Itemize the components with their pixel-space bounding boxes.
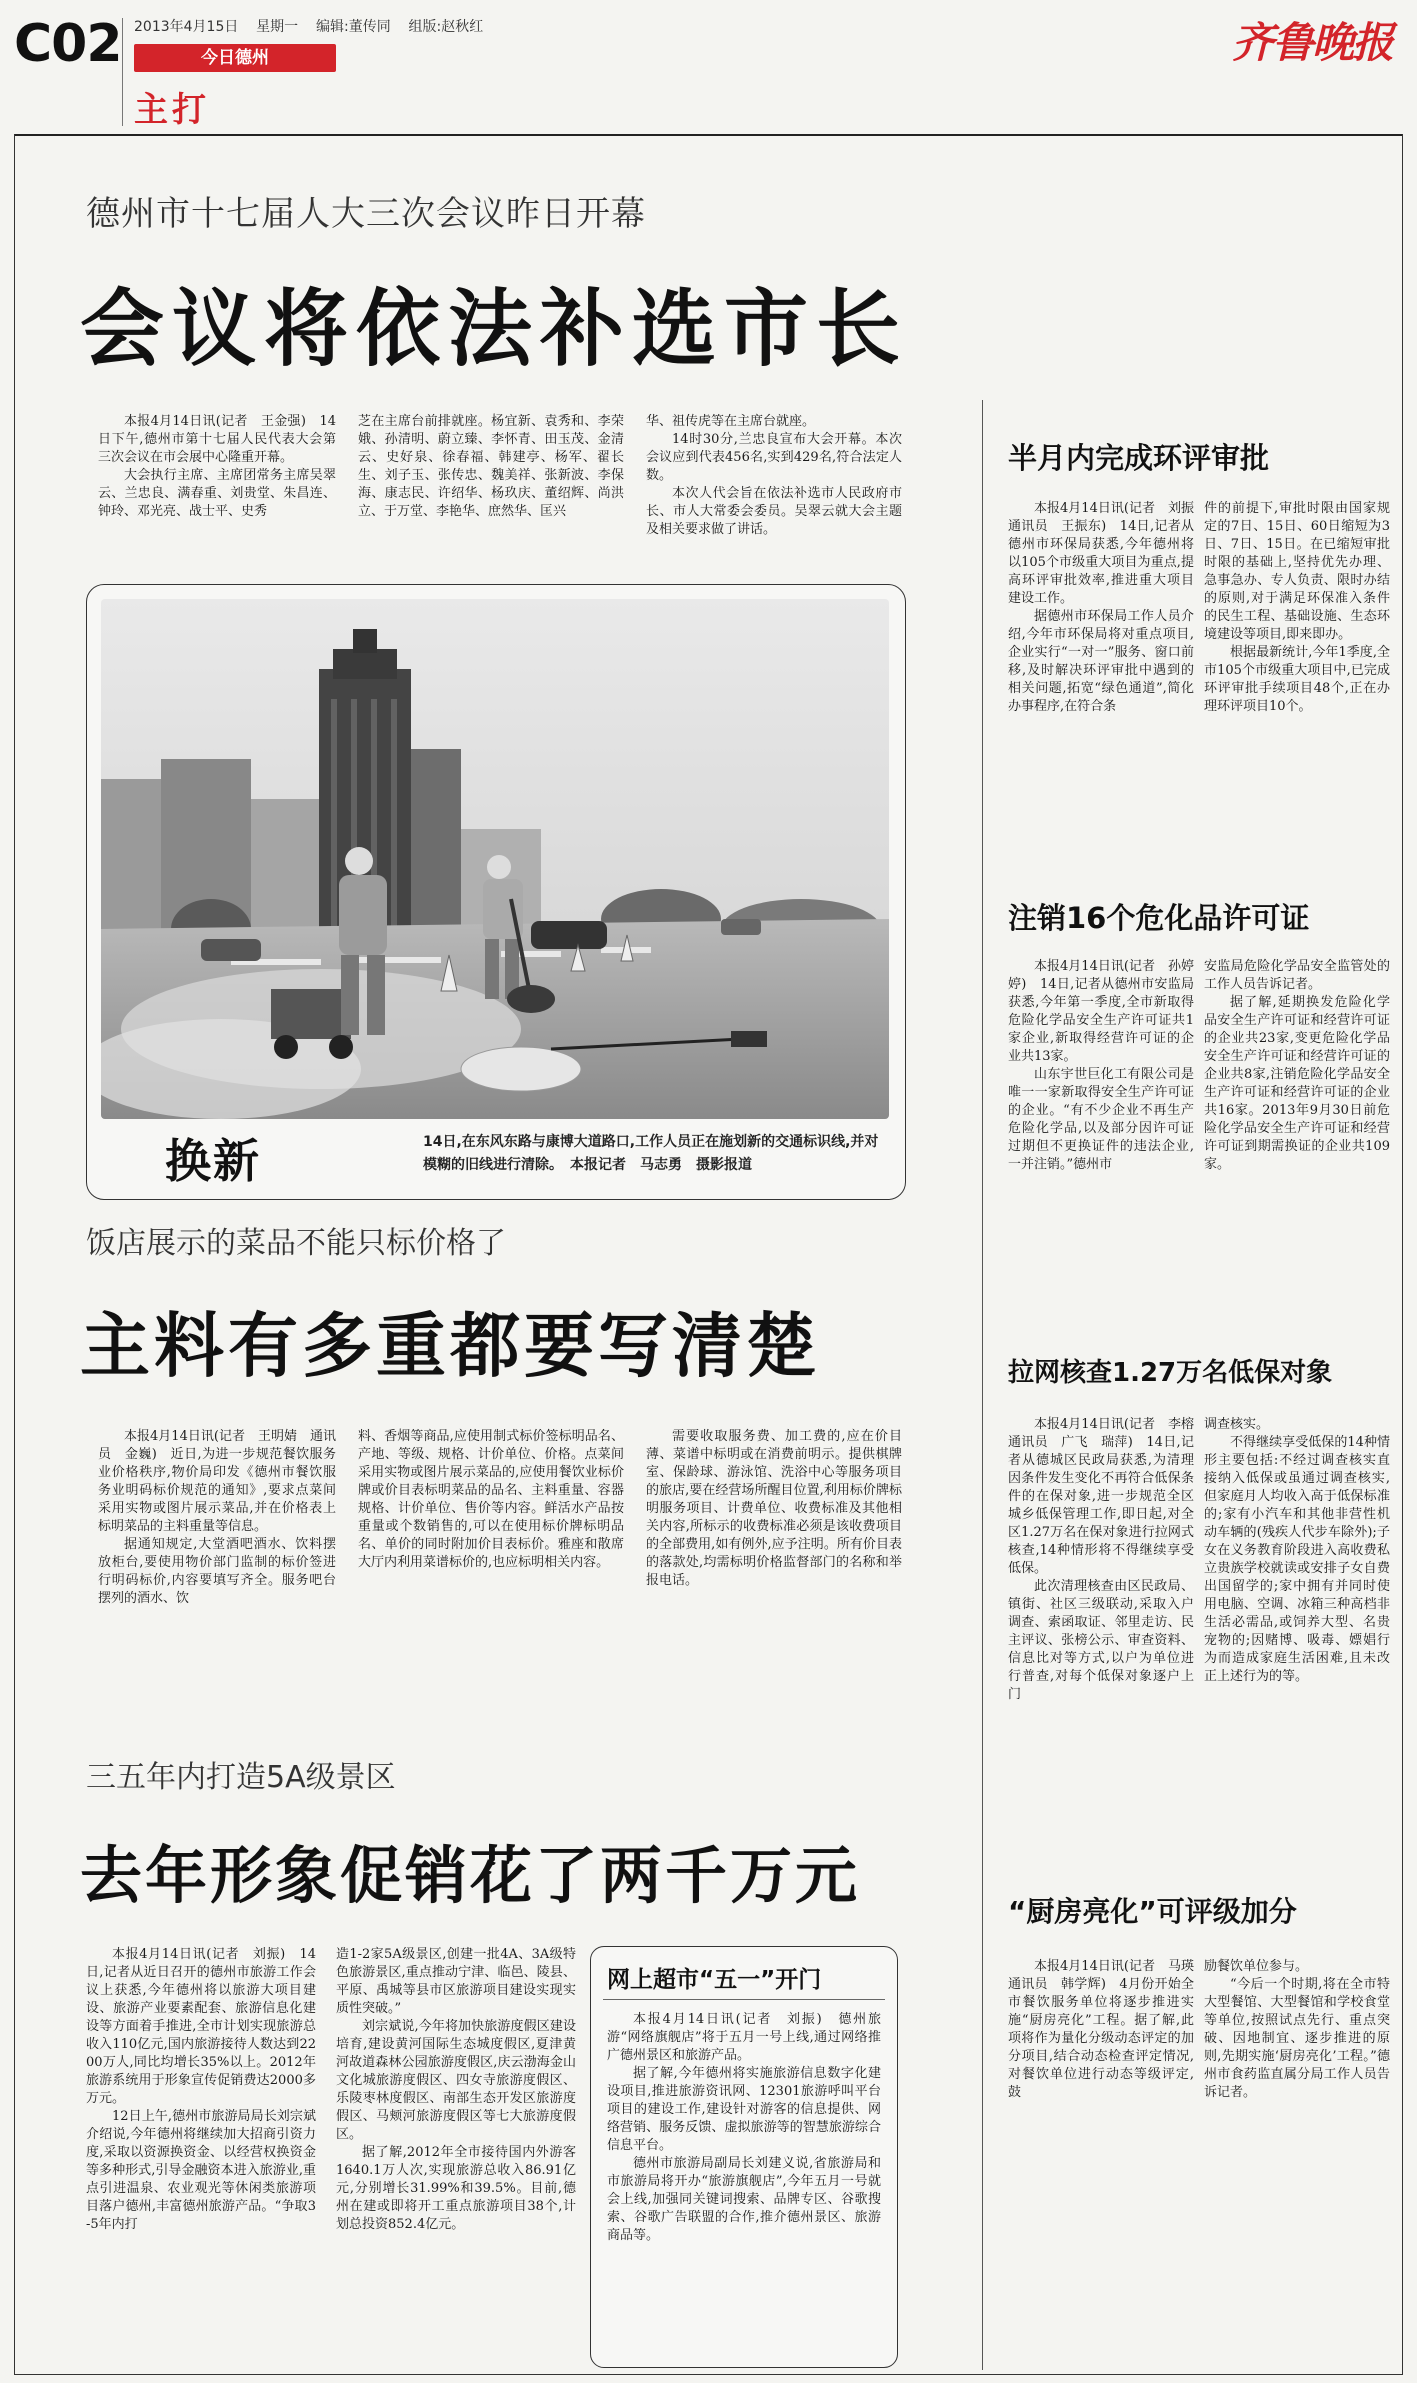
photo-frame	[86, 584, 906, 1200]
right1-col2-p1: 件的前提下,审批时限由国家规定的7日、15日、60日缩短为3日、7日、15日。在已缩短审批时限的基础上,坚持优先办理、急事急办、专人负责、限时办结的原则,对于满足环保准入条件的民生工程、基础设施、生态环境建设等项目,即来即办。	[1204, 501, 1390, 642]
story3-col1-p1: 本报4月14日讯(记者 刘振) 14日,记者从近日召开的德州市旅游工作会议上获悉,今年德州将以旅游大项目建设、旅游产业要素配套、旅游信息化建设等方面着手推进,全市计划实现旅游总收入110亿元,国内旅游接待人数达到2200万人,同比均增长35%以上。2012年旅游系统用于形象宣传促销费达2000多万元。	[86, 1947, 316, 2106]
story1-col1-p1: 本报4月14日讯(记者 王金强) 14日下午,德州市第十七届人民代表大会第三次会议在市会展中心隆重开幕。	[98, 414, 336, 465]
story1-col1-p2: 大会执行主席、主席团常务主席吴翠云、兰忠良、满春重、刘贵堂、朱昌连、钟玲、邓光亮、战士平、史秀	[98, 468, 336, 519]
masthead-rule	[14, 134, 1403, 136]
story2-col3	[646, 1428, 902, 1590]
story3-col2-p2: 刘宗斌说,今年将加快旅游度假区建设培育,建设黄河国际生态城度假区,夏津黄河故道森林公园旅游度假区,庆云渤海金山文化城旅游度假区、四女寺旅游度假区、乐陵枣林度假区、南部生态开发区旅游度假区、马颊河旅游度假区等七大旅游度假区。	[336, 2019, 576, 2142]
story3-headline: 去年形象促销花了两千万元	[80, 1839, 861, 1912]
story1-col2-p1: 芝在主席台前排就座。杨宜新、袁秀和、李荣娥、孙清明、蔚立臻、李怀青、田玉茂、金清云、史好泉、徐春福、韩建亭、杨军、翟长生、刘子玉、张传忠、魏美祥、张新波、李保海、康志民、许绍华、杨玖庆、董绍辉、尚洪立、于万堂、李艳华、庶然华、匡兴	[358, 414, 624, 519]
photo-caption: 14日,在东风东路与康博大道路口,工作人员正在施划新的交通标识线,并对模糊的旧线进行清除。 本报记者 马志勇 摄影报道	[423, 1134, 879, 1173]
story2-headline: 主料有多重都要写清楚	[80, 1305, 820, 1387]
street-scene-illustration	[101, 599, 889, 1119]
photo-title: 换新	[165, 1134, 261, 1188]
story1-headline: 会议将依法补选市长	[80, 280, 909, 378]
right3-col1-p1: 本报4月14日讯(记者 李榕 通讯员 广飞 瑞萍) 14日,记者从德城区民政局获悉,为清理因条件发生变化不再符合低保条件的在保对象,进一步规范全区城乡低保管理工作,即日起,对全区1.27万名在保对象进行拉网式核查,14种情形将不得继续享受低保。	[1008, 1417, 1208, 1576]
sidebar-body	[607, 2011, 881, 2245]
story3-col2-p3: 据了解,2012年全市接待国内外游客1640.1万人次,实现旅游总收入86.91亿元,分别增长31.99%和39.5%。目前,德州在建或即将开工重点旅游项目38个,计划总投资852.4亿元。	[336, 2145, 576, 2232]
right2-col2	[1204, 958, 1390, 1174]
right3-col2	[1204, 1416, 1390, 1686]
right3-headline: 拉网核查1.27万名低保对象	[1008, 1358, 1333, 1388]
issue-weekday: 星期一	[256, 19, 299, 35]
issue-meta	[134, 16, 483, 36]
sidebar-box	[590, 1946, 898, 2368]
page-frame-right	[1402, 134, 1403, 2374]
right2-col1-p2: 山东宇世巨化工有限公司是唯一一家新取得安全生产许可证的企业。“有不少企业不再生产危险化学品,以及部分因许可证过期但不更换证件的违法企业,一并注销。”德州市	[1008, 1067, 1194, 1172]
right1-col2-p2: 根据最新统计,今年1季度,全市105个市级重大项目中,已完成环评审批手续项目48个,正在办理环评项目10个。	[1204, 645, 1390, 714]
story3-kicker: 三五年内打造5A级景区	[86, 1760, 396, 1795]
story3-col2-p1: 造1-2家5A级景区,创建一批4A、3A级特色旅游景区,重点推动宁津、临邑、陵县、平原、禹城等县市区旅游项目建设实现实质性突破。”	[336, 1947, 576, 2016]
right1-col1-p1: 本报4月14日讯(记者 刘振 通讯员 王振东) 14日,记者从德州市环保局获悉,今年德州将以105个市级重大项目为重点,提高环评审批效率,推进重大项目建设工作。	[1008, 501, 1208, 606]
issue-layout: 组版:赵秋红	[408, 19, 484, 35]
story2-col1-p1: 本报4月14日讯(记者 王明婧 通讯员 金巍) 近日,为进一步规范餐饮服务业价格秩序,物价局印发《德州市餐饮服务业明码标价规范的通知》,要求点菜间采用实物或图片展示菜品,并在价格表上标明菜品的主料重量等信息。	[98, 1429, 336, 1534]
story2-col1	[98, 1428, 336, 1608]
story2-col2	[358, 1428, 624, 1572]
right1-headline: 半月内完成环评审批	[1008, 441, 1270, 475]
story1-col1	[98, 413, 336, 521]
right-column-separator	[982, 400, 983, 2370]
story1-col3	[646, 413, 902, 539]
right4-col2	[1204, 1958, 1390, 2102]
story2-kicker: 饭店展示的菜品不能只标价格了	[86, 1226, 506, 1261]
masthead	[0, 0, 1417, 135]
story3-col2	[336, 1946, 576, 2234]
story1-col3-p1: 华、祖传虎等在主席台就座。	[646, 414, 816, 429]
right2-col2-p1: 安监局危险化学品安全监管处的工作人员告诉记者。	[1204, 959, 1390, 992]
story1-col3-p2: 14时30分,兰忠良宣布大会开幕。本次会议应到代表456名,实到429名,符合法定人数。	[646, 432, 902, 483]
newspaper-logo: 齐鲁晚报	[1232, 18, 1393, 67]
right4-col2-p1: 励餐饮单位参与。	[1204, 1959, 1309, 1974]
story2-col2-p1: 料、香烟等商品,应使用制式标价签标明品名、产地、等级、规格、计价单位、价格。点菜间采用实物或图片展示菜品的,应使用餐饮业标价牌或价目表标明菜品的品名、主料重量、容器规格、计价单位、售价等内容。鲜活水产品按重量或个数销售的,可以在使用标价牌标明品名、单价的同时附加价目表标价。雅座和散席大厅内利用菜谱标价的,也应标明相关内容。	[358, 1429, 624, 1570]
right2-headline: 注销16个危化品许可证	[1008, 901, 1310, 935]
masthead-divider	[122, 18, 123, 126]
news-photo	[101, 599, 889, 1119]
right2-col1-p1: 本报4月14日讯(记者 孙婷婷) 14日,记者从德州市安监局获悉,今年第一季度,全市新取得危险化学品安全生产许可证共1家企业,新取得经营许可证的企业共13家。	[1008, 959, 1194, 1064]
right2-col2-p2: 据了解,延期换发危险化学品安全生产许可证和经营许可证的企业共23家,变更危险化学品安全生产许可证和经营许可证的企业共8家,注销危险化学品安全生产许可证和经营许可证的企业共16家。2013年9月30日前危险化学品安全生产许可证和经营许可证到期需换证的企业共109家。	[1204, 995, 1390, 1172]
sidebar-p1: 本报4月14日讯(记者 刘振) 德州旅游“网络旗舰店”将于五月一号上线,通过网络推广德州景区和旅游产品。	[607, 2012, 881, 2063]
right4-col1	[1008, 1958, 1208, 2102]
right4-headline: “厨房亮化”可评级加分	[1008, 1895, 1297, 1928]
story1-col3-p3: 本次人代会旨在依法补选市人民政府市长、市人大常委会委员。吴翠云就大会主题及相关要求做了讲话。	[646, 486, 902, 537]
story1-col2	[358, 413, 624, 521]
sidebar-headline: 网上超市“五一”开门	[607, 1967, 822, 1993]
right1-col1-p2: 据德州市环保局工作人员介绍,今年市环保局将对重点项目,企业实行“一对一”服务、窗口前移,及时解决环评审批中遇到的相关问题,拓宽“绿色通道”,简化办事程序,在符合条	[1008, 609, 1194, 714]
sidebar-rule	[603, 1999, 885, 2000]
story3-col1	[86, 1946, 316, 2234]
sidebar-p2: 据了解,今年德州将实施旅游信息数字化建设项目,推进旅游资讯网、12301旅游呼叫平台项目的建设工作,建设针对游客的信息提供、网络营销、服务反馈、虚拟旅游等的智慧旅游综合信息平台。	[607, 2066, 881, 2153]
right3-col1-p2: 此次清理核查由区民政局、镇街、社区三级联动,采取入户调查、索函取证、邻里走访、民主评议、张榜公示、审查资料、信息比对等方式,以户为单位进行普查,对每个低保对象逐户上门	[1008, 1579, 1194, 1702]
right3-col2-p2: 不得继续享受低保的14种情形主要包括:不经过调查核实直接纳入低保或虽通过调查核实,但家庭月人均收入高于低保标准的;家有小汽车和其他非营性机动车辆的(残疾人代步车除外);子女在义务教育阶段进入高收费私立贵族学校就读或安排子女自费出国留学的;家中拥有并同时使用电脑、空调、冰箱三种高档非生活必需品,或饲养大型、名贵宠物的;因赌博、吸毒、嫖娼行为而造成家庭生活困难,且未改正上述行为的等。	[1204, 1435, 1390, 1684]
page-frame-bottom	[14, 2374, 1403, 2375]
right1-col2	[1204, 500, 1390, 716]
right4-col2-p2: “今后一个时期,将在全市特大型餐馆、大型餐馆和学校食堂等单位,按照试点先行、重点突破、因地制宜、逐步推进的原则,先期实施‘厨房亮化’工程。”德州市食药监直属分局工作人员告诉记者。	[1204, 1977, 1390, 2100]
story2-col3-p1: 需要收取服务费、加工费的,应在价目薄、菜谱中标明或在消费前明示。提供棋牌室、保龄球、游泳馆、洗浴中心等服务项目的旅店,要在经营场所醒目位置,利用标价牌标明服务项目、计费单位、收费标准及其他相关内容,所标示的收费标准必须是该收费项目的全部费用,如有例外,应予注明。所有价目表的落款处,均需标明价格监督部门的名称和举报电话。	[646, 1429, 902, 1588]
issue-editor: 编辑:董传同	[315, 19, 391, 35]
issue-date: 2013年4月15日	[134, 19, 239, 35]
section-tag: 今日德州	[134, 44, 336, 72]
page-frame-left	[14, 134, 15, 2374]
story2-col1-p2: 据通知规定,大堂酒吧酒水、饮料摆放柜台,要使用物价部门监制的标价签进行明码标价,内容要填写齐全。服务吧台摆列的酒水、饮	[98, 1537, 336, 1606]
sidebar-p3: 德州市旅游局副局长刘建义说,省旅游局和市旅游局将开办“旅游旗舰店”,今年五月一号就会上线,加强同关键词搜索、品牌专区、谷歌搜索、谷歌广告联盟的合作,推介德州景区、旅游商品等。	[607, 2156, 881, 2243]
right3-col2-p1: 调查核实。	[1204, 1417, 1270, 1432]
right2-col1	[1008, 958, 1194, 1174]
story3-col1-p2: 12日上午,德州市旅游局局长刘宗斌介绍说,今年德州将继续加大招商引资力度,采取以资源换资金、以经营权换资金等多种形式,引导金融资本进入旅游业,重点引进温泉、农业观光等休闲类旅游项目落户德州,丰富德州旅游产品。“争取3-5年内打	[86, 2109, 316, 2232]
right1-col1	[1008, 500, 1208, 716]
right4-col1-p1: 本报4月14日讯(记者 马瑛 通讯员 韩学辉) 4月份开始全市餐饮服务单位将逐步推进实施“厨房亮化”工程。据了解,此项将作为量化分级动态评定的加分项目,结合动态检查评定情况,对餐饮单位进行动态等级评定,鼓	[1008, 1959, 1208, 2100]
story1-kicker: 德州市十七届人大三次会议昨日开幕	[86, 194, 646, 234]
column-title: 主打	[134, 90, 210, 130]
right3-col1	[1008, 1416, 1208, 1704]
page-number: C02	[14, 14, 122, 74]
